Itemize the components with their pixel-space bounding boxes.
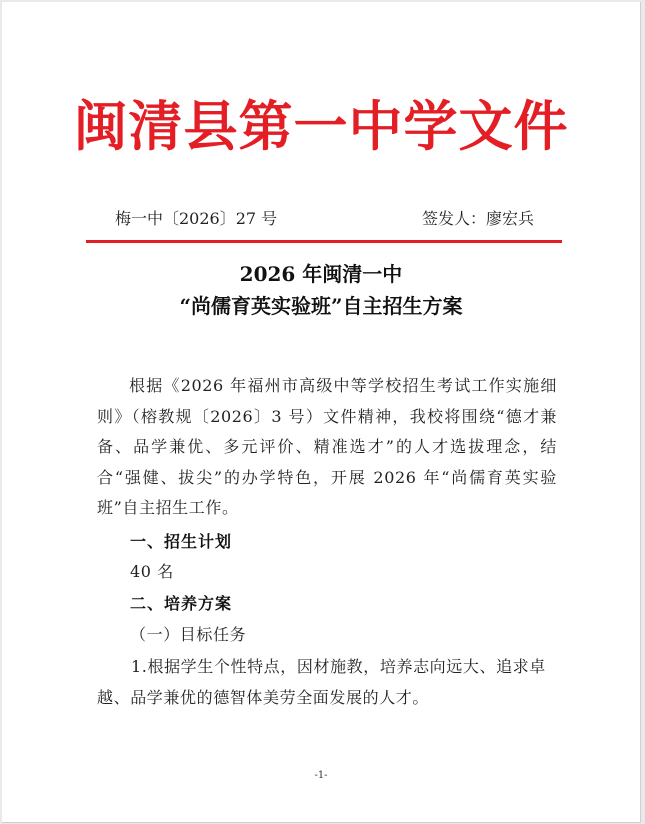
document-title-line-2: “尚儒育英实验班”自主招生方案 <box>179 294 463 318</box>
intro-paragraph: 根据《2026 年福州市高级中等学校招生考试工作实施细则》（榕教规〔2026〕3 号）文件精神，我校将围绕“德才兼备、品学兼优、多元评价、精准选才”的人才选拔理念，结合“强健、拔尖”的办学特色，开展 2026 年“尚儒育英实验班”自主招生工作。 <box>97 376 557 517</box>
signer: 签发人：廖宏兵 <box>422 209 535 228</box>
red-divider <box>86 240 562 243</box>
section-heading-plan: 一、招生计划 <box>130 532 233 551</box>
document-header: 闽清县第一中学文件 <box>73 94 569 158</box>
enrollment-count: 40 名 <box>130 562 174 581</box>
document-title-line-1: 2026 年闽清一中 <box>239 262 403 286</box>
section-heading-training: 二、培养方案 <box>130 594 233 613</box>
goal-item-1: 1.根据学生个性特点，因材施教，培养志向远大、追求卓越、品学兼优的德智体美劳全面发展的人才。 <box>97 657 546 707</box>
document-number: 梅一中〔2026〕27 号 <box>115 209 278 228</box>
page-number: -1- <box>314 770 328 781</box>
document-page <box>2 2 641 823</box>
subsection-heading-goals: （一）目标任务 <box>130 625 247 644</box>
